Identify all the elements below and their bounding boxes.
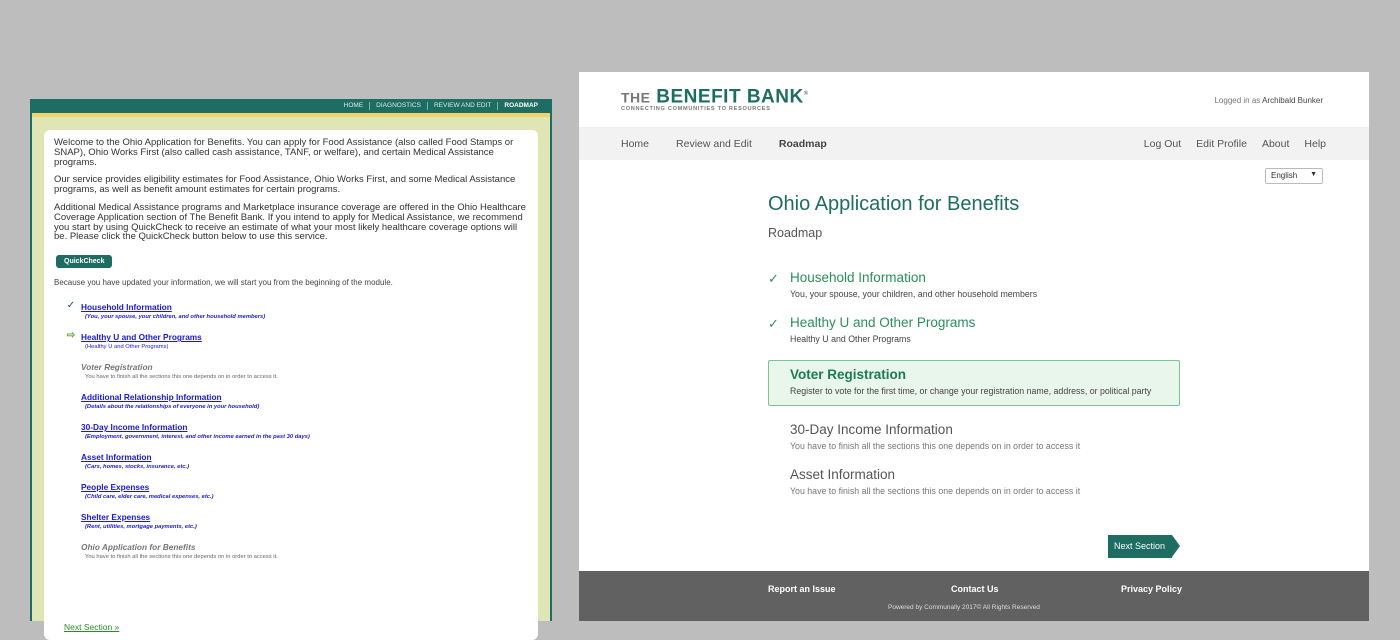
- arrow-right-icon: ⇨: [66, 330, 76, 342]
- old-nav-review-edit[interactable]: REVIEW AND EDIT: [427, 102, 497, 110]
- step-desc: Register to vote for the first time, or change your registration name, address, or political party: [790, 386, 1152, 396]
- old-item-locked-title: Voter Registration: [81, 362, 153, 373]
- footer-privacy-link[interactable]: Privacy Policy: [1121, 584, 1183, 594]
- main-nav-left: [621, 138, 854, 150]
- next-section-button[interactable]: Next Section: [1108, 535, 1172, 558]
- old-nav-home[interactable]: HOME: [343, 102, 364, 109]
- step-title: Asset Information: [790, 467, 896, 482]
- logo-wordmark: [621, 83, 809, 108]
- nav-about[interactable]: About: [1261, 137, 1290, 150]
- step-title: Voter Registration: [790, 367, 907, 382]
- step-title: Healthy U and Other Programs: [790, 315, 976, 330]
- old-roadmap-item: [64, 421, 528, 451]
- benefit-bank-logo[interactable]: [621, 83, 809, 112]
- old-item-link[interactable]: Shelter Expenses: [81, 512, 151, 523]
- roadmap-steps: [768, 270, 1180, 498]
- logged-in-user: Archibald Bunker: [1262, 96, 1323, 105]
- nav-home[interactable]: Home: [621, 137, 650, 150]
- old-next-section-link[interactable]: Next Section »: [64, 622, 120, 632]
- nav-help[interactable]: Help: [1304, 137, 1326, 150]
- old-nav-roadmap[interactable]: ROADMAP: [497, 102, 544, 110]
- language-select-value: English: [1271, 171, 1298, 180]
- quickcheck-button[interactable]: QuickCheck: [56, 255, 112, 268]
- old-content-frame: [32, 117, 550, 632]
- roadmap-step-locked: [768, 422, 1180, 453]
- logo-the: THE: [621, 89, 651, 106]
- roadmap-step-completed[interactable]: [768, 315, 1180, 346]
- old-item-desc: (Cars, homes, stocks, insurance, etc.): [85, 464, 190, 471]
- check-icon: ✓: [66, 300, 76, 312]
- old-module-note: Because you have updated your information, we will start you from the beginning of the module.: [54, 278, 393, 288]
- old-roadmap-list: [54, 301, 528, 571]
- old-roadmap-item: [64, 361, 528, 391]
- page-title: Ohio Application for Benefits: [768, 193, 1020, 215]
- nav-review-edit[interactable]: Review and Edit: [676, 137, 752, 150]
- step-title: Household Information: [790, 270, 926, 285]
- roadmap-step-current[interactable]: [768, 360, 1180, 406]
- old-roadmap-item: [64, 391, 528, 421]
- old-intro-paragraph: Additional Medical Assistance programs and Marketplace insurance coverage are offered in the Ohio Healthcare Coverage Application section of The Benefit Bank. If you intend to apply for Medical Assistance, we recommend you start by using QuickCheck to receive an estimate of what your most likely healthcare coverage options will be. Please click the QuickCheck button below to use this service.: [54, 201, 526, 243]
- language-select[interactable]: [1265, 168, 1323, 184]
- logged-in-status: [1214, 96, 1323, 105]
- old-item-link[interactable]: Healthy U and Other Programs: [81, 332, 202, 343]
- nav-edit-profile[interactable]: Edit Profile: [1196, 137, 1247, 150]
- footer-copyright: Powered by Communally 2017© All Rights Reserved: [888, 604, 1040, 611]
- old-roadmap-item: [64, 541, 528, 571]
- new-application-window: [579, 72, 1369, 621]
- step-title: 30-Day Income Information: [790, 422, 953, 437]
- nav-log-out[interactable]: Log Out: [1143, 137, 1182, 150]
- site-footer: [579, 571, 1369, 621]
- roadmap-step-completed[interactable]: [768, 270, 1180, 301]
- check-icon: ✓: [768, 271, 779, 286]
- footer-contact-link[interactable]: Contact Us: [951, 584, 999, 594]
- step-desc: Healthy U and Other Programs: [790, 334, 911, 344]
- old-content-card: [44, 130, 538, 640]
- old-item-desc: (Child care, elder care, medical expenses, etc.): [85, 494, 214, 501]
- old-top-nav: [30, 99, 552, 113]
- old-item-desc: (Details about the relationships of everyone in your household): [85, 404, 260, 411]
- old-nav-diagnostics[interactable]: DIAGNOSTICS: [369, 102, 427, 110]
- old-item-link[interactable]: People Expenses: [81, 482, 150, 493]
- old-item-desc: (You, your spouse, your children, and other household members): [85, 314, 266, 321]
- old-item-link[interactable]: Asset Information: [81, 452, 152, 463]
- old-intro-paragraph: Welcome to the Ohio Application for Benefits. You can apply for Food Assistance (also called Food Stamps or SNAP), Ohio Works First (also called cash assistance, TANF, or welfare), and certain Medical Assistance programs.: [54, 137, 514, 168]
- old-roadmap-item: [64, 301, 528, 331]
- logo-registered-mark: ®: [803, 91, 809, 97]
- old-item-link[interactable]: Household Information: [81, 302, 172, 313]
- logo-name: BENEFIT BANK: [656, 86, 804, 108]
- main-nav-right: [1129, 138, 1326, 150]
- site-header: [579, 72, 1369, 127]
- step-desc: You, your spouse, your children, and other household members: [790, 289, 1038, 299]
- old-item-desc: (Employment, government, interest, and other income earned in the past 30 days): [85, 434, 310, 441]
- step-desc: You have to finish all the sections this one depends on in order to access it: [790, 441, 1081, 451]
- page-subtitle: Roadmap: [768, 226, 823, 240]
- logged-in-prefix: Logged in as: [1214, 96, 1261, 105]
- old-item-desc: (Healthy U and Other Programs): [85, 344, 169, 351]
- nav-roadmap[interactable]: Roadmap: [778, 137, 827, 150]
- old-item-locked-title: Ohio Application for Benefits: [81, 542, 196, 553]
- logo-tagline: CONNECTING COMMUNITIES TO RESOURCES: [621, 106, 771, 113]
- old-roadmap-item: [64, 481, 528, 511]
- old-item-desc: You have to finish all the sections this one depends on in order to access it.: [85, 554, 278, 561]
- roadmap-step-locked: [768, 467, 1180, 498]
- old-item-desc: You have to finish all the sections this one depends on in order to access it.: [85, 374, 278, 381]
- roadmap-content: [768, 192, 1180, 512]
- footer-report-issue-link[interactable]: Report an Issue: [768, 584, 836, 594]
- old-roadmap-item: [64, 511, 528, 541]
- chevron-down-icon: ▼: [1310, 171, 1317, 178]
- old-intro-paragraph: Our service provides eligibility estimates for Food Assistance, Ohio Works First, and some Medical Assistance programs, as well as benefit amount estimates for certain programs.: [54, 174, 516, 196]
- check-icon: ✓: [768, 316, 779, 331]
- old-application-window: [30, 99, 552, 632]
- old-roadmap-item: [64, 331, 528, 361]
- main-nav: [579, 127, 1369, 160]
- old-item-desc: (Rent, utilities, mortgage payments, etc.): [85, 524, 197, 531]
- old-item-link[interactable]: 30-Day Income Information: [81, 422, 188, 433]
- old-roadmap-item: [64, 451, 528, 481]
- old-item-link[interactable]: Additional Relationship Information: [81, 392, 222, 403]
- step-desc: You have to finish all the sections this one depends on in order to access it: [790, 486, 1081, 496]
